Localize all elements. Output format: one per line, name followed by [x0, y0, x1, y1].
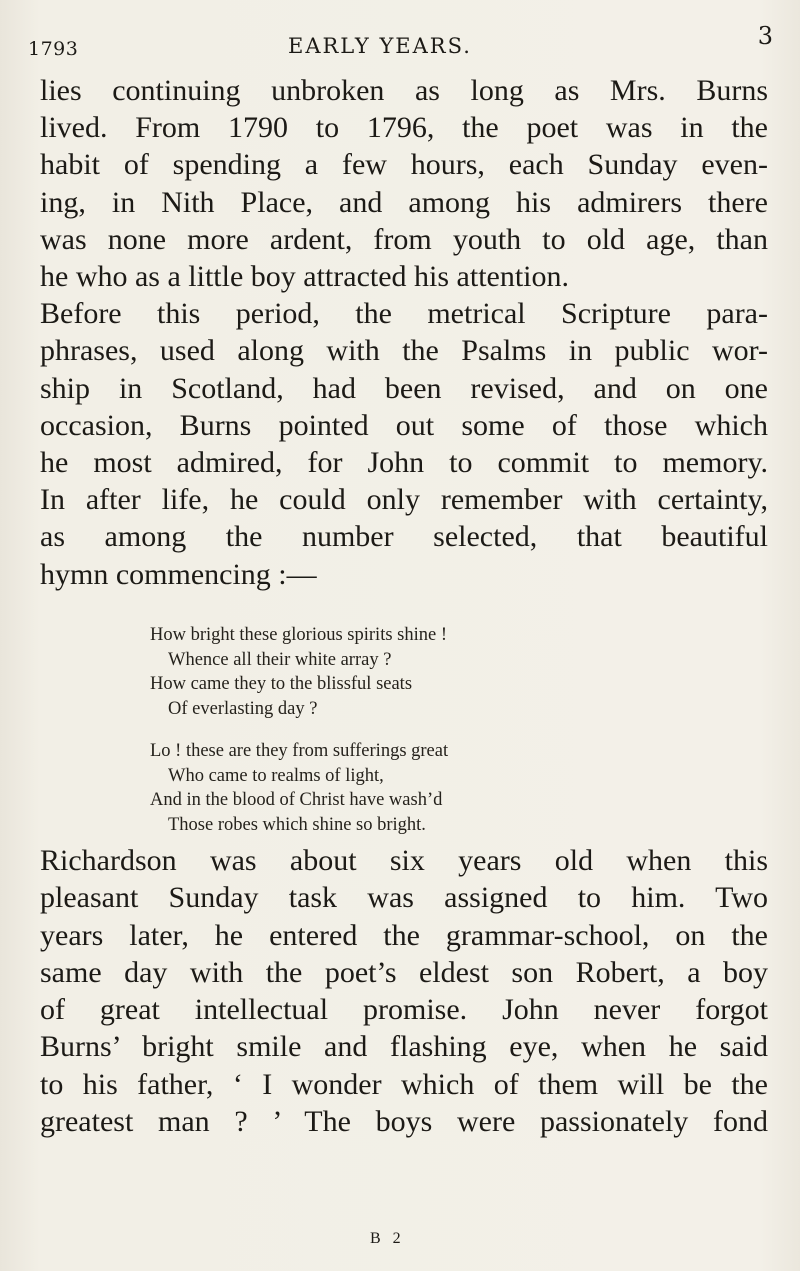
text-line: he who as a little boy attracted his attention.: [40, 260, 570, 294]
text-line: pleasant Sunday task was assigned to him. Two: [40, 881, 768, 915]
text-line: lies continuing unbroken as long as Mrs. Burns: [40, 74, 768, 107]
running-head: [28, 22, 773, 62]
text-line: years later, he entered the grammar-school, on the: [40, 918, 768, 952]
verse-line: How bright these glorious spirits shine !: [150, 625, 448, 645]
text-line: habit of spending a few hours, each Sunday even-: [40, 148, 768, 182]
paragraph-3: [40, 842, 768, 1140]
text-line: as among the number selected, that beautiful: [40, 520, 768, 554]
text-line: lived. From 1790 to 1796, the poet was in the: [40, 111, 768, 145]
text-line: Before this period, the metrical Scripture para-: [40, 297, 768, 331]
verse-line: Those robes which shine so bright.: [168, 814, 426, 835]
paragraph-1: [40, 72, 768, 295]
text-line: was none more ardent, from youth to old age, than: [40, 222, 768, 256]
hymn-stanza-1: [150, 623, 670, 722]
verse-line: How came they to the blissful seats: [150, 674, 413, 695]
text-line: he most admired, for John to commit to memory.: [40, 446, 768, 480]
verse-line: Whence all their white array ?: [168, 649, 392, 670]
text-line: Richardson was about six years old when this: [40, 844, 768, 877]
text-line: Burns’ bright smile and flashing eye, when he said: [40, 1030, 768, 1064]
page-number: 3: [757, 22, 773, 50]
verse-line: And in the blood of Christ have wash’d: [150, 790, 443, 811]
text-line: phrases, used along with the Psalms in public wor-: [40, 334, 768, 368]
text-line: occasion, Burns pointed out some of those which: [40, 408, 768, 442]
signature-mark: B 2: [370, 1230, 405, 1247]
text-line: same day with the poet’s eldest son Robert, a boy: [40, 955, 768, 989]
text-line: greatest man ? ’ The boys were passionately fond: [40, 1105, 768, 1139]
hymn-stanza-2: [150, 739, 670, 838]
text-line: hymn commencing :—: [40, 557, 317, 591]
text-line: to his father, ‘ I wonder which of them will be the: [40, 1067, 768, 1101]
verse-line: Who came to realms of light,: [168, 765, 384, 786]
verse-line: Lo ! these are they from sufferings great: [150, 740, 449, 761]
running-head-title: EARLY YEARS.: [288, 34, 472, 58]
running-head-year: 1793: [28, 38, 79, 60]
body-text-top: [40, 72, 768, 593]
text-line: of great intellectual promise. John never forgot: [40, 993, 768, 1027]
verse-line: Of everlasting day ?: [168, 699, 318, 720]
text-line: ship in Scotland, had been revised, and on one: [40, 371, 768, 405]
text-line: In after life, he could only remember with certainty,: [40, 483, 768, 517]
hymn-quotation: [150, 623, 670, 855]
text-line: ing, in Nith Place, and among his admirers there: [40, 185, 768, 219]
paragraph-2: [40, 295, 768, 593]
